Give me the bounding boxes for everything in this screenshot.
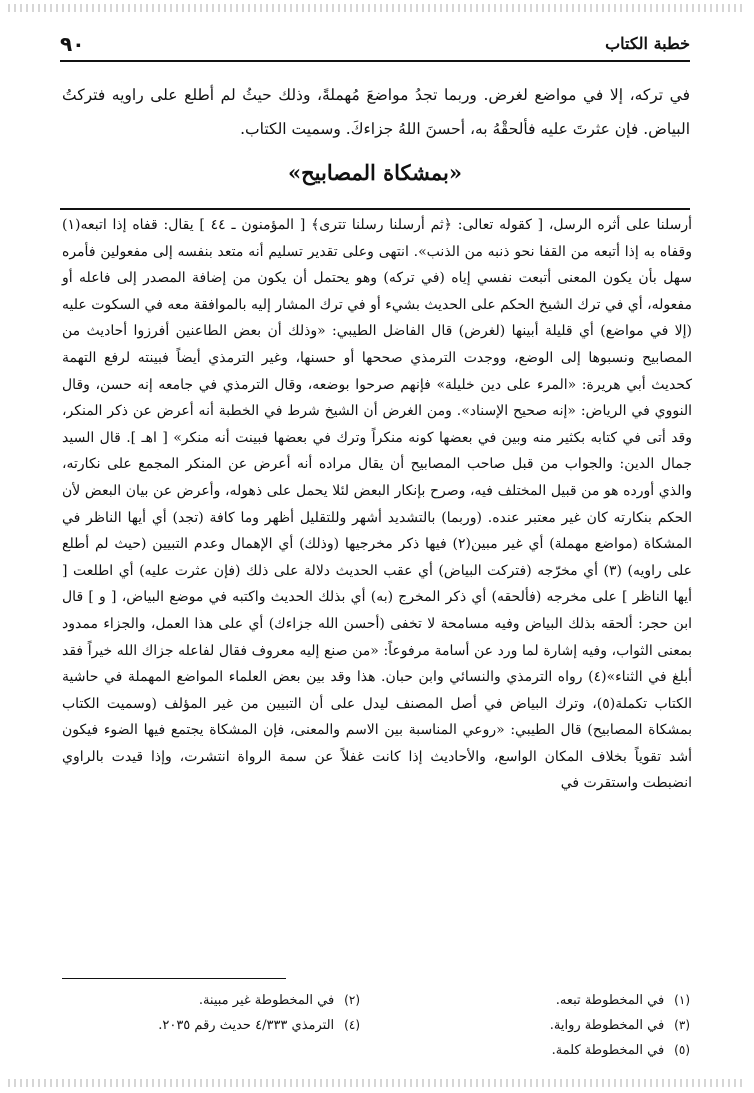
top-border-ornament	[8, 4, 746, 12]
footnote-2: (٢)في المخطوطة غير مبينة.	[198, 993, 360, 1008]
footnote-divider	[62, 978, 286, 979]
page-number: ٩٠	[60, 32, 85, 56]
footnote-column-right	[370, 988, 690, 1063]
section-title: «بمشكاة المصابيح»	[288, 160, 462, 185]
bottom-border-ornament	[8, 1079, 746, 1087]
footnote-5: (٥)في المخطوطة كلمة.	[551, 1043, 690, 1058]
main-text-paragraph: في تركه، إلا في مواضع لغرض. وربما تجدُ مواضعَ مُهملةً، وذلك حيثُ لم أطلع على راويه فتركتُ البياض. فإن عثرتَ عليه فألحقْهُ به، أحسنَ اللهُ جزاءكَ. وسميت الكتاب.	[62, 86, 690, 138]
section-divider	[60, 208, 690, 210]
commentary-paragraph: أرسلنا على أثره الرسل، [ كقوله تعالى: ﴿ثم أرسلنا رسلنا تترى﴾ [ المؤمنون ـ ٤٤ ] يقال: قفاه إذا اتبعه(١) وقفاه به إذا أتبعه من القفا نحو ذنبه من الذنب». انتهى وعلى تقدير تسليم أنه متعد بنفسه إلى مفعولين فأمره سهل بأن يكون المعنى أتبعت نفسي إياه (في تركه) وهو يحتمل أن يكون من إضافة المصدر إلى فاعله أو مفعوله، أي في ترك الشيخ الحكم على الحديث بشيء أو في ترك المشار إليه بالموافقة معه في السكوت عليه (إلا في مواضع) أي قليلة أبينها (لغرض) قال الفاضل الطيبي: «وذلك أن بعض الطاعنين أفرزوا أحاديث من المصابيح ونسبوها إلى الوضع، ووجدت الترمذي صححها أو حسنها، وغير الترمذي أيضاً فبينته لرفع التهمة كحديث أبي هريرة: «المرء على دين خليلة» فإنهم صرحوا بوضعه، وقال الترمذي في جامعه إنه حسن، وقال النووي في الرياض: «إنه صحيح الإسناد». ومن الغرض أن الشيخ شرط في الخطبة أنه أعرض عن ذكر المنكر، وقد أتى في كتابه بكثير منه وبين في بعضها كونه منكراً وترك في بعضها فبينت أنه منكر» [ اهـ ]. قال السيد جمال الدين: والجواب من قبل صاحب المصابيح أن يقال مراده أنه أعرض عن المنكر المجمع على نكارته، والذي أورده هو من قبيل المختلف فيه، وصرح بإنكار البعض لئلا يحمل على ذهوله، وأعرض عن بيان البعض لأن الحكم بنكارته كان غير معتبر عنده. (وربما) بالتشديد أشهر وللتقليل أظهر وما كافة (تجد) أي أيها الناظر في المشكاة (مواضع مهملة) أي غير مبين(٢) فيها ذكر مخرجيها (وذلك) أي الإهمال وعدم التبيين (حيث لم أطلع على راويه) (٣) أي مخرّجه (فتركت البياض) أي عقب الحديث دلالة على ذلك (فإن عثرت عليه) أي اطلعت [ أيها الناظر ] على مخرجه (فألحقه) أي ذكر المخرج (به) أي بذلك الحديث واكتبه في موضع البياض، [ و ] قال ابن حجر: ألحقه بذلك البياض وفيه مسامحة لا تخفى (أحسن الله جزاءك) أي على هذا العمل، والجزاء ممدود بمعنى الثواب، وفيه إشارة لما ورد عن أسامة مرفوعاً: «من صنع إليه معروف فقال لفاعله جزاك الله خيراً فقد أبلغ في الثناء»(٤) رواه الترمذي والنسائي وابن حبان. هذا وقد بين بعض العلماء المواضع المهملة في حاشية الكتاب تكملة(٥)، وترك البياض في أصل المصنف ليدل على أن التبيين من غير المؤلف (وسميت الكتاب بمشكاة المصابيح) قال الطيبي: «روعي المناسبة بين الاسم والمعنى، فإن المشكاة يجتمع فيها الضوء فيكون أشد تقوياً بخلاف المكان الواسع، والأحاديث إذا كانت غفلاً عن سمة الرواة انتشرت، وإذا قيدت بالراوي انضبطت واستقرت في	[62, 217, 693, 792]
footnote-1: (١)في المخطوطة تبعه.	[555, 993, 690, 1008]
footnote-3: (٣)في المخطوطة رواية.	[549, 1018, 690, 1033]
running-title: خطبة الكتاب	[605, 34, 690, 53]
footnote-4: (٤)الترمذي ٤/٣٣٣ حديث رقم ٢٠٣٥.	[158, 1018, 360, 1033]
commentary-body	[62, 212, 692, 797]
page-header	[60, 30, 690, 62]
footnote-column-left	[40, 988, 360, 1038]
